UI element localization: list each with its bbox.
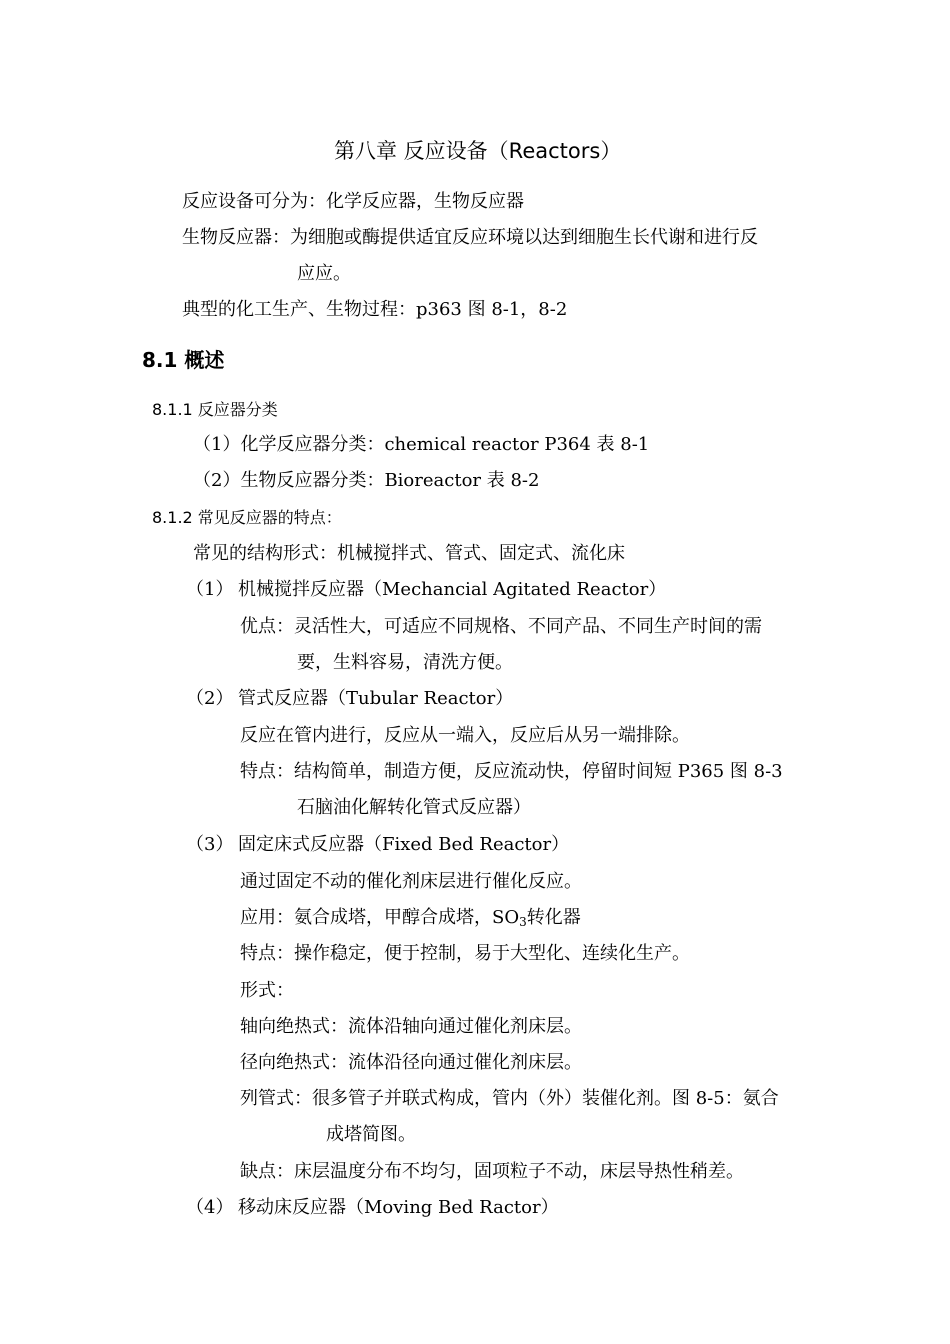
reactor-2-features: 特点：结构简单，制造方便，反应流动快，停留时间短 P365 图 8-3	[240, 761, 783, 782]
reactor-1-advantages: 优点：灵活性大，可适应不同规格、不同产品、不同生产时间的需	[240, 616, 762, 637]
classification-item-2: （2）生物反应器分类：Bioreactor 表 8-2	[193, 470, 540, 491]
reactor-4-title: 移动床反应器（Moving Bed Ractor）	[238, 1197, 559, 1218]
reactor-1-heading	[186, 578, 666, 602]
reactor-1-advantages-cont: 要，生料容易，清洗方便。	[297, 652, 513, 673]
reactor-3-tubular: 列管式：很多管子并联式构成，管内（外）装催化剂。图 8-5：氨合	[240, 1088, 779, 1109]
intro-line-3: 典型的化工生产、生物过程：p363 图 8-1，8-2	[182, 299, 568, 320]
reactor-3-forms-label: 形式：	[240, 980, 294, 1001]
reactor-3-applications: 应用：氨合成塔，甲醇合成塔，$SO_3$转化器	[240, 907, 581, 929]
intro-line-2-cont: 应应。	[297, 263, 351, 284]
reactor-2-number: （2）	[186, 688, 234, 709]
section-8-1-heading: 8.1 概述	[142, 348, 225, 372]
reactor-1-title: 机械搅拌反应器（Mechancial Agitated Reactor）	[238, 579, 667, 600]
reactor-3-axial: 轴向绝热式：流体沿轴向通过催化剂床层。	[240, 1016, 582, 1037]
reactor-4-number: （4）	[186, 1197, 234, 1218]
reactor-3-description: 通过固定不动的催化剂床层进行催化反应。	[240, 871, 582, 892]
reactor-3-disadvantages: 缺点：床层温度分布不均匀，固项粒子不动，床层导热性稍差。	[240, 1161, 744, 1182]
classification-item-1: （1）化学反应器分类：chemical reactor P364 表 8-1	[193, 434, 650, 455]
reactor-3-number: （3）	[186, 834, 234, 855]
reactor-4-heading	[186, 1196, 559, 1220]
reactor-3-tubular-cont: 成塔简图。	[326, 1124, 416, 1145]
reactor-2-description: 反应在管内进行，反应从一端入，反应后从另一端排除。	[240, 725, 690, 746]
reactor-3-title: 固定床式反应器（Fixed Bed Reactor）	[238, 834, 570, 855]
reactor-2-title: 管式反应器（Tubular Reactor）	[238, 688, 514, 709]
chapter-title: 第八章 反应设备（Reactors）	[334, 139, 622, 163]
intro-line-1: 反应设备可分为：化学反应器，生物反应器	[182, 191, 524, 212]
reactor-3-features: 特点：操作稳定，便于控制，易于大型化、连续化生产。	[240, 943, 690, 964]
intro-line-2: 生物反应器：为细胞或酶提供适宜反应环境以达到细胞生长代谢和进行反	[182, 227, 758, 248]
reactor-1-number: （1）	[186, 579, 234, 600]
structure-forms: 常见的结构形式：机械搅拌式、管式、固定式、流化床	[193, 543, 625, 564]
section-8-1-2-heading: 8.1.2 常见反应器的特点：	[152, 508, 342, 527]
reactor-3-radial: 径向绝热式：流体沿径向通过催化剂床层。	[240, 1052, 582, 1073]
section-8-1-1-heading: 8.1.1 反应器分类	[152, 400, 278, 419]
reactor-3-heading	[186, 833, 569, 857]
reactor-2-features-cont: 石脑油化解转化管式反应器）	[297, 797, 531, 818]
reactor-2-heading	[186, 687, 513, 711]
